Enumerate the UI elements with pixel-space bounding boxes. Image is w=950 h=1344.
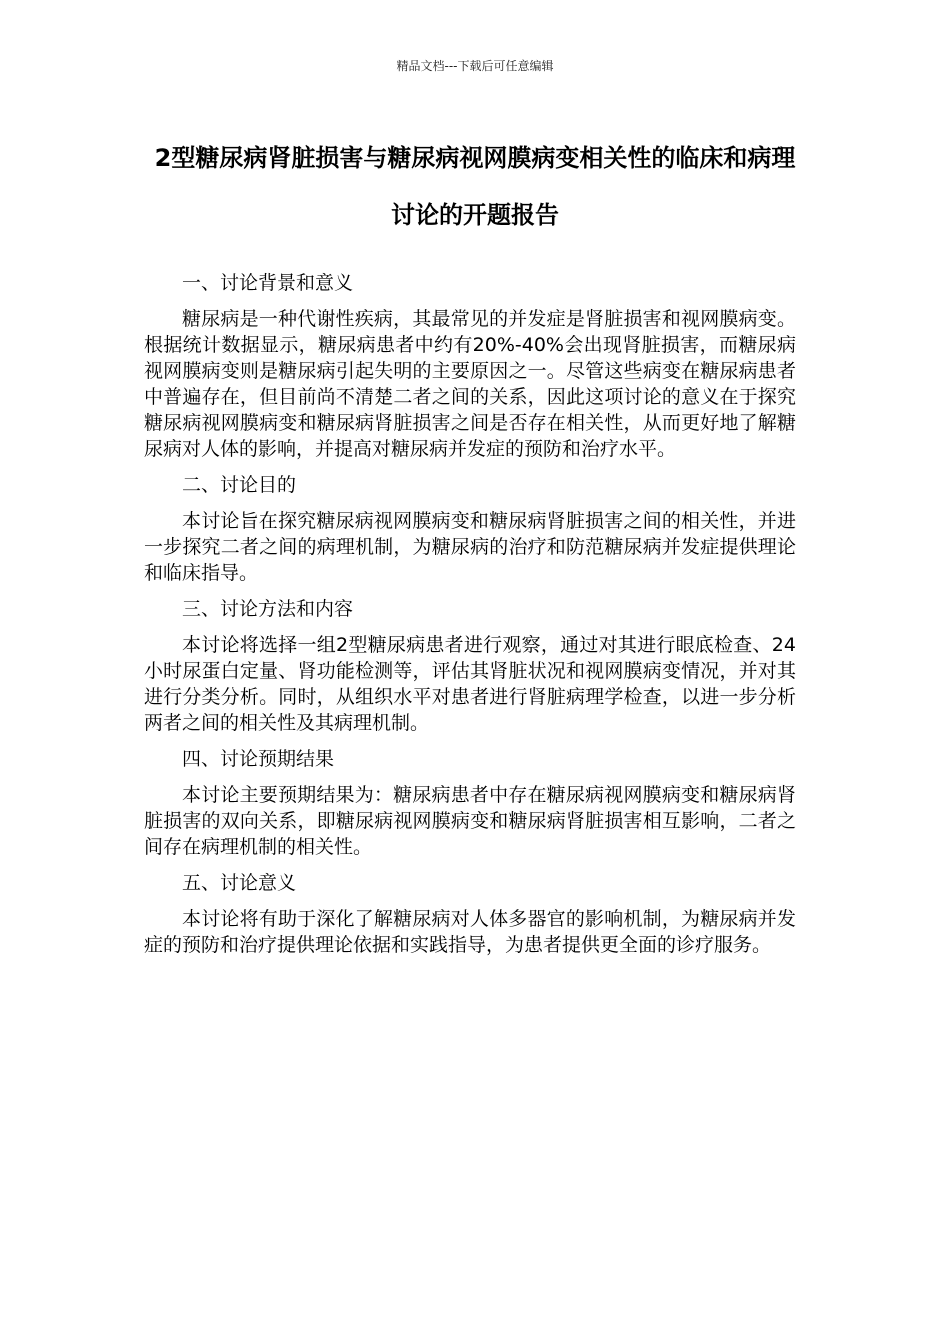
- document-body: [144, 270, 796, 968]
- section-heading-methods: 三、讨论方法和内容: [182, 598, 354, 620]
- section-body-expected-results: 本讨论主要预期结果为：糖尿病患者中存在糖尿病视网膜病变和糖尿病肾脏损害的双向关系，即糖尿病视网膜病变和糖尿病肾脏损害相互影响，二者之间存在病理机制的相关性。: [144, 784, 796, 858]
- document-title: 2型糖尿病肾脏损害与糖尿病视网膜病变相关性的临床和病理讨论的开题报告: [154, 144, 796, 229]
- section-body-background: 糖尿病是一种代谢性疾病，其最常见的并发症是肾脏损害和视网膜病变。根据统计数据显示，糖尿病患者中约有20%-40%会出现肾脏损害，而糖尿病视网膜病变则是糖尿病引起失明的主要原因之一。尽管这些病变在糖尿病患者中普遍存在，但目前尚不清楚二者之间的关系，因此这项讨论的意义在于探究糖尿病视网膜病变和糖尿病肾脏损害之间是否存在相关性，从而更好地了解糖尿病对人体的影响，并提高对糖尿病并发症的预防和治疗水平。: [144, 308, 796, 460]
- section-heading-expected-results: 四、讨论预期结果: [182, 748, 335, 770]
- section-heading-purpose: 二、讨论目的: [182, 474, 297, 496]
- header-note: 精品文档---下载后可任意编辑: [396, 59, 554, 73]
- section-heading-background: 一、讨论背景和意义: [182, 272, 354, 294]
- section-body-significance: 本讨论将有助于深化了解糖尿病对人体多器官的影响机制，为糖尿病并发症的预防和治疗提供理论依据和实践指导，为患者提供更全面的诊疗服务。: [144, 908, 796, 956]
- section-body-methods: 本讨论将选择一组2型糖尿病患者进行观察，通过对其进行眼底检查、24小时尿蛋白定量、肾功能检测等，评估其肾脏状况和视网膜病变情况，并对其进行分类分析。同时，从组织水平对患者进行肾脏病理学检查，以进一步分析两者之间的相关性及其病理机制。: [144, 634, 796, 734]
- section-body-purpose: 本讨论旨在探究糖尿病视网膜病变和糖尿病肾脏损害之间的相关性，并进一步探究二者之间的病理机制，为糖尿病的治疗和防范糖尿病并发症提供理论和临床指导。: [144, 510, 796, 584]
- section-heading-significance: 五、讨论意义: [182, 872, 297, 894]
